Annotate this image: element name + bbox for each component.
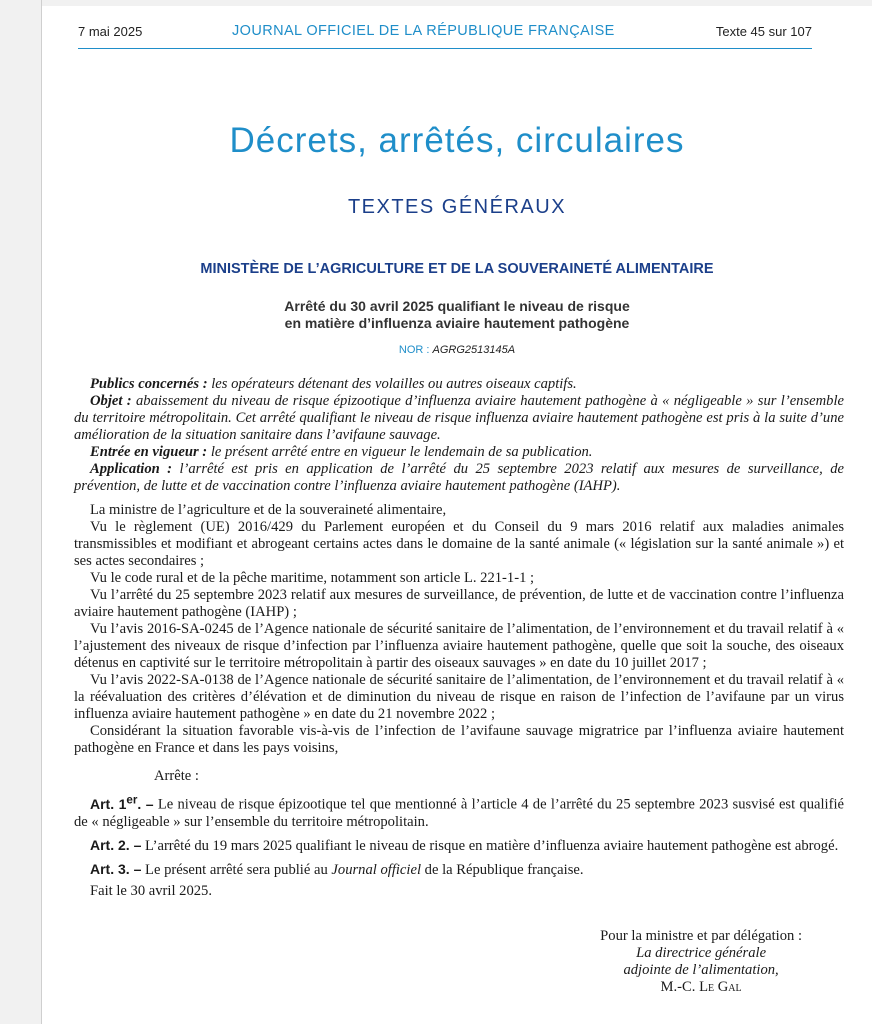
preamble-paragraph: Vu l’avis 2016-SA-0245 de l’Agence nationale de sécurité sanitaire de l’alimentation, de l’environnement et du travail relatif à « l’ajustement des niveaux de risque d’infection par l’influenza aviaire hautement pathogène, quelle que soit la souche, des oiseaux détenus en captivité sur le territoire métropolitain à partir des oiseaux sauvages » en date du 10 juillet 2017 ; [74,621,844,671]
publication-date: 7 mai 2025 [78,24,143,39]
section-title: Décrets, arrêtés, circulaires [229,121,685,160]
subsection-title: TEXTES GÉNÉRAUX [347,196,567,218]
preamble-paragraph: Considérant la situation favorable vis-à-vis de l’infection de l’avifaune sauvage migratrice par l’influenza aviaire hautement pathogène en France et dans les pays voisins, [74,723,844,756]
article-label: Art. 2. – [90,836,142,853]
summary-objet [74,393,844,444]
summary-text: le présent arrêté entre en vigueur le lendemain de sa publication. [210,444,593,460]
article-2 [74,837,844,855]
nor-reference [42,344,872,356]
text-number: Texte 45 sur 107 [715,24,812,39]
article-3: Art. 3. – Le présent arrêté sera publié au Journal officiel de la République française. [90,860,584,878]
document-page [42,6,872,1024]
journal-title: JOURNAL OFFICIEL DE LA RÉPUBLIQUE FRANÇAISE [232,23,615,39]
viewer-left-border [0,0,42,1024]
preamble-paragraph: Vu le règlement (UE) 2016/429 du Parlement européen et du Conseil du 9 mars 2016 relatif aux maladies animales transmissibles et modifiant et abrogeant certains actes dans le domaine de la santé animale (« législation sur la santé animale ») et ses actes secondaires ; [74,519,844,569]
summary-text: abaissement du niveau de risque épizootique d’influenza aviaire hautement pathogène à « négligeable » sur l’ensemble du territoire métropolitain. Cet arrêté qualifiant le niveau de risque influenza aviaire hautement pathogène est pris à la suite d’une amélioration de la situation sanitaire dans l’avifaune sauvage. [74,393,845,443]
article-text: L’arrêté du 19 mars 2025 qualifiant le niveau de risque en matière d’influenza aviaire hautement pathogène est abrogé. [145,837,839,854]
header-divider [78,48,812,49]
decree-title [42,298,872,332]
decree-title-line-2: en matière d’influenza aviaire hautement pathogène [284,315,630,331]
summary-text: les opérateurs détenant des volailles ou autres oiseaux captifs. [211,376,577,392]
signature-delegation: Pour la ministre et par délégation : [600,928,802,944]
summary-label: Application : [90,461,173,477]
preamble-paragraph: Vu l’arrêté du 25 septembre 2023 relatif aux mesures de surveillance, de prévention, de lutte et de vaccination contre l’influenza aviaire hautement pathogène (IAHP) ; [74,587,844,620]
decree-title-line-1: Arrêté du 30 avril 2025 qualifiant le niveau de risque [284,298,630,314]
signature-title-line-1: La directrice générale [636,945,767,961]
summary-block [74,376,844,495]
document-body [74,376,844,900]
summary-label: Publics concernés : [90,376,208,392]
preamble-block [74,502,844,757]
arrete-heading: Arrête : [154,768,199,784]
article-label: Art. 3. – [90,860,142,877]
signature-title-line-2: adjointe de l’alimentation, [623,962,779,978]
ministry-name: MINISTÈRE DE L’AGRICULTURE ET DE LA SOUVERAINETÉ ALIMENTAIRE [200,261,714,277]
preamble-paragraph: Vu le code rural et de la pêche maritime, notamment son article L. 221-1-1 ; [90,570,535,586]
summary-text: l’arrêté est pris en application de l’arrêté du 25 septembre 2023 relatif aux mesures de surveillance, de prévention, de lutte et de vaccination contre l’influenza aviaire hautement pathogène (IAHP). [74,461,844,494]
signature-block [600,928,802,996]
preamble-paragraph: Vu l’avis 2022-SA-0138 de l’Agence nationale de sécurité sanitaire de l’alimentation, de l’environnement et du travail relatif à « la réévaluation des critères d’élévation et de diminution du niveau de risque en raison de l’infection de l’avifaune par un virus influenza aviaire hautement pathogène » en date du 21 novembre 2022 ; [74,672,844,722]
signatory-name: M.-C. Le Gal [660,979,742,995]
summary-label: Entrée en vigueur : [90,444,208,460]
spacer [74,495,844,502]
summary-application [74,461,844,495]
article-text: Le niveau de risque épizootique tel que mentionné à l’article 4 de l’arrêté du 25 septembre 2023 susvisé est qualifié de « négligeable » sur l’ensemble du territoire métropolitain. [74,796,844,830]
preamble-paragraph: La ministre de l’agriculture et de la souveraineté alimentaire, [90,502,447,518]
summary-label: Objet : [90,393,132,409]
summary-publics [74,376,844,393]
article-label: Art. 1er. – [90,793,154,812]
signing-date: Fait le 30 avril 2025. [90,882,213,899]
article-1 [74,791,844,831]
nor-label: NOR : [398,344,430,356]
journal-officiel-ref: Journal officiel [331,861,421,878]
nor-value: AGRG2513145A [432,344,516,356]
summary-entree [74,444,844,461]
